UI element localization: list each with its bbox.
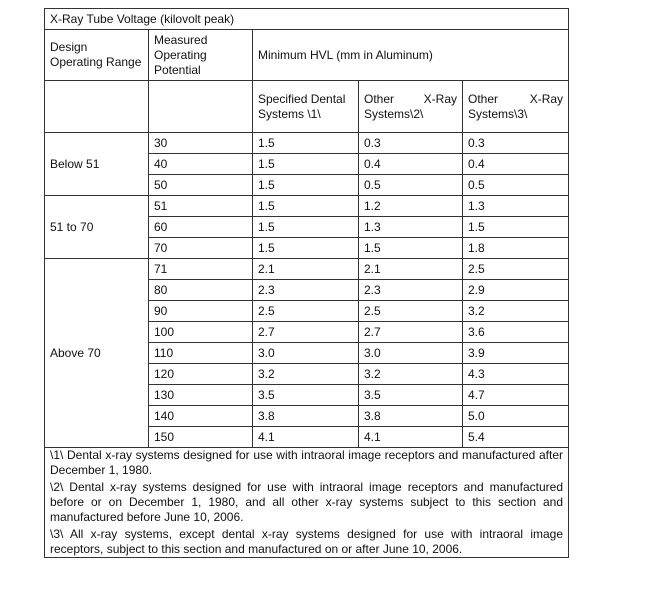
hvl-other3-cell: 1.5 [463, 217, 569, 238]
kvp-cell: 140 [149, 406, 253, 427]
hvl-other3-cell: 0.3 [463, 133, 569, 154]
hvl-specified-cell: 2.3 [253, 280, 359, 301]
hvl-specified-cell: 2.5 [253, 301, 359, 322]
hvl-other3-cell: 1.8 [463, 238, 569, 259]
hvl-specified-cell: 3.8 [253, 406, 359, 427]
hvl-other2-cell: 3.5 [359, 385, 463, 406]
hvl-other2-cell: 4.1 [359, 427, 463, 448]
hvl-specified-cell: 1.5 [253, 196, 359, 217]
header-other2-line1 [364, 92, 457, 107]
kvp-cell: 70 [149, 238, 253, 259]
hvl-table-body [45, 9, 569, 558]
header-other2-word1: Other [364, 91, 395, 106]
title-row [45, 9, 569, 30]
hvl-specified-cell: 1.5 [253, 238, 359, 259]
hvl-other3-cell: 3.6 [463, 322, 569, 343]
kvp-cell: 110 [149, 343, 253, 364]
footnotes-row [45, 448, 569, 558]
hvl-other2-cell: 2.1 [359, 259, 463, 280]
footnotes-cell [45, 448, 569, 558]
hvl-other2-cell: 1.5 [359, 238, 463, 259]
hvl-specified-cell: 1.5 [253, 217, 359, 238]
header-other3-line2: Systems\3\ [468, 106, 528, 121]
range-cell: 51 to 70 [45, 196, 149, 259]
footnote: \3\ All x-ray systems, except dental x-ray systems designed for use with intraoral image receptors, subject to this section and manufactured on or after June 10, 2006. [50, 527, 564, 556]
kvp-cell: 71 [149, 259, 253, 280]
header-other3-line1 [468, 92, 563, 107]
hvl-specified-cell: 1.5 [253, 154, 359, 175]
kvp-cell: 130 [149, 385, 253, 406]
hvl-other3-cell: 5.0 [463, 406, 569, 427]
hvl-other2-cell: 0.5 [359, 175, 463, 196]
hvl-other2-cell: 3.0 [359, 343, 463, 364]
hvl-other3-cell: 3.9 [463, 343, 569, 364]
hvl-specified-cell: 3.5 [253, 385, 359, 406]
table-row [45, 196, 569, 217]
hvl-specified-cell: 1.5 [253, 175, 359, 196]
header-empty-2 [149, 81, 253, 133]
kvp-cell: 100 [149, 322, 253, 343]
hvl-specified-cell: 1.5 [253, 133, 359, 154]
header-other-systems-2 [359, 81, 463, 133]
hvl-specified-cell: 2.1 [253, 259, 359, 280]
table-row [45, 259, 569, 280]
header-measured-potential: Measured Operating Potential [149, 30, 253, 81]
header-empty-1 [45, 81, 149, 133]
hvl-other2-cell: 0.3 [359, 133, 463, 154]
header-row-1 [45, 30, 569, 81]
kvp-cell: 120 [149, 364, 253, 385]
kvp-cell: 90 [149, 301, 253, 322]
hvl-table [44, 8, 569, 558]
hvl-other3-cell: 3.2 [463, 301, 569, 322]
hvl-specified-cell: 3.0 [253, 343, 359, 364]
hvl-specified-cell: 2.7 [253, 322, 359, 343]
hvl-specified-cell: 3.2 [253, 364, 359, 385]
hvl-other3-cell: 2.9 [463, 280, 569, 301]
header-other2-line2: Systems\2\ [364, 106, 424, 121]
hvl-other2-cell: 0.4 [359, 154, 463, 175]
hvl-other3-cell: 5.4 [463, 427, 569, 448]
header-other-systems-3 [463, 81, 569, 133]
range-cell: Above 70 [45, 259, 149, 448]
table-title: X-Ray Tube Voltage (kilovolt peak) [45, 9, 569, 30]
table-row [45, 133, 569, 154]
header-min-hvl: Minimum HVL (mm in Aluminum) [253, 30, 569, 81]
header-other3-word1: Other [468, 91, 499, 106]
kvp-cell: 51 [149, 196, 253, 217]
hvl-other3-cell: 0.4 [463, 154, 569, 175]
kvp-cell: 30 [149, 133, 253, 154]
hvl-other3-cell: 1.3 [463, 196, 569, 217]
footnote: \1\ Dental x-ray systems designed for use with intraoral image receptors and manufactured after December 1, 1980. [50, 448, 564, 477]
kvp-cell: 80 [149, 280, 253, 301]
hvl-other2-cell: 3.2 [359, 364, 463, 385]
hvl-other2-cell: 2.5 [359, 301, 463, 322]
header-row-2 [45, 81, 569, 133]
footnote: \2\ Dental x-ray systems designed for use with intraoral image receptors and manufactured before or on December 1, 1980, and all other x-ray systems subject to this section and manufactured before June 10, 2006. [50, 480, 564, 524]
kvp-cell: 150 [149, 427, 253, 448]
hvl-other2-cell: 1.3 [359, 217, 463, 238]
hvl-other2-cell: 2.7 [359, 322, 463, 343]
hvl-other2-cell: 2.3 [359, 280, 463, 301]
header-other3-word2: X-Ray [529, 91, 564, 106]
hvl-other3-cell: 4.7 [463, 385, 569, 406]
hvl-other2-cell: 1.2 [359, 196, 463, 217]
kvp-cell: 40 [149, 154, 253, 175]
header-specified-dental: Specified Dental Systems \1\ [253, 81, 359, 133]
kvp-cell: 60 [149, 217, 253, 238]
kvp-cell: 50 [149, 175, 253, 196]
hvl-other3-cell: 4.3 [463, 364, 569, 385]
hvl-other3-cell: 0.5 [463, 175, 569, 196]
header-design-range: Design Operating Range [45, 30, 149, 81]
hvl-other3-cell: 2.5 [463, 259, 569, 280]
header-other2-word2: X-Ray [423, 91, 457, 106]
range-cell: Below 51 [45, 133, 149, 196]
hvl-specified-cell: 4.1 [253, 427, 359, 448]
hvl-other2-cell: 3.8 [359, 406, 463, 427]
